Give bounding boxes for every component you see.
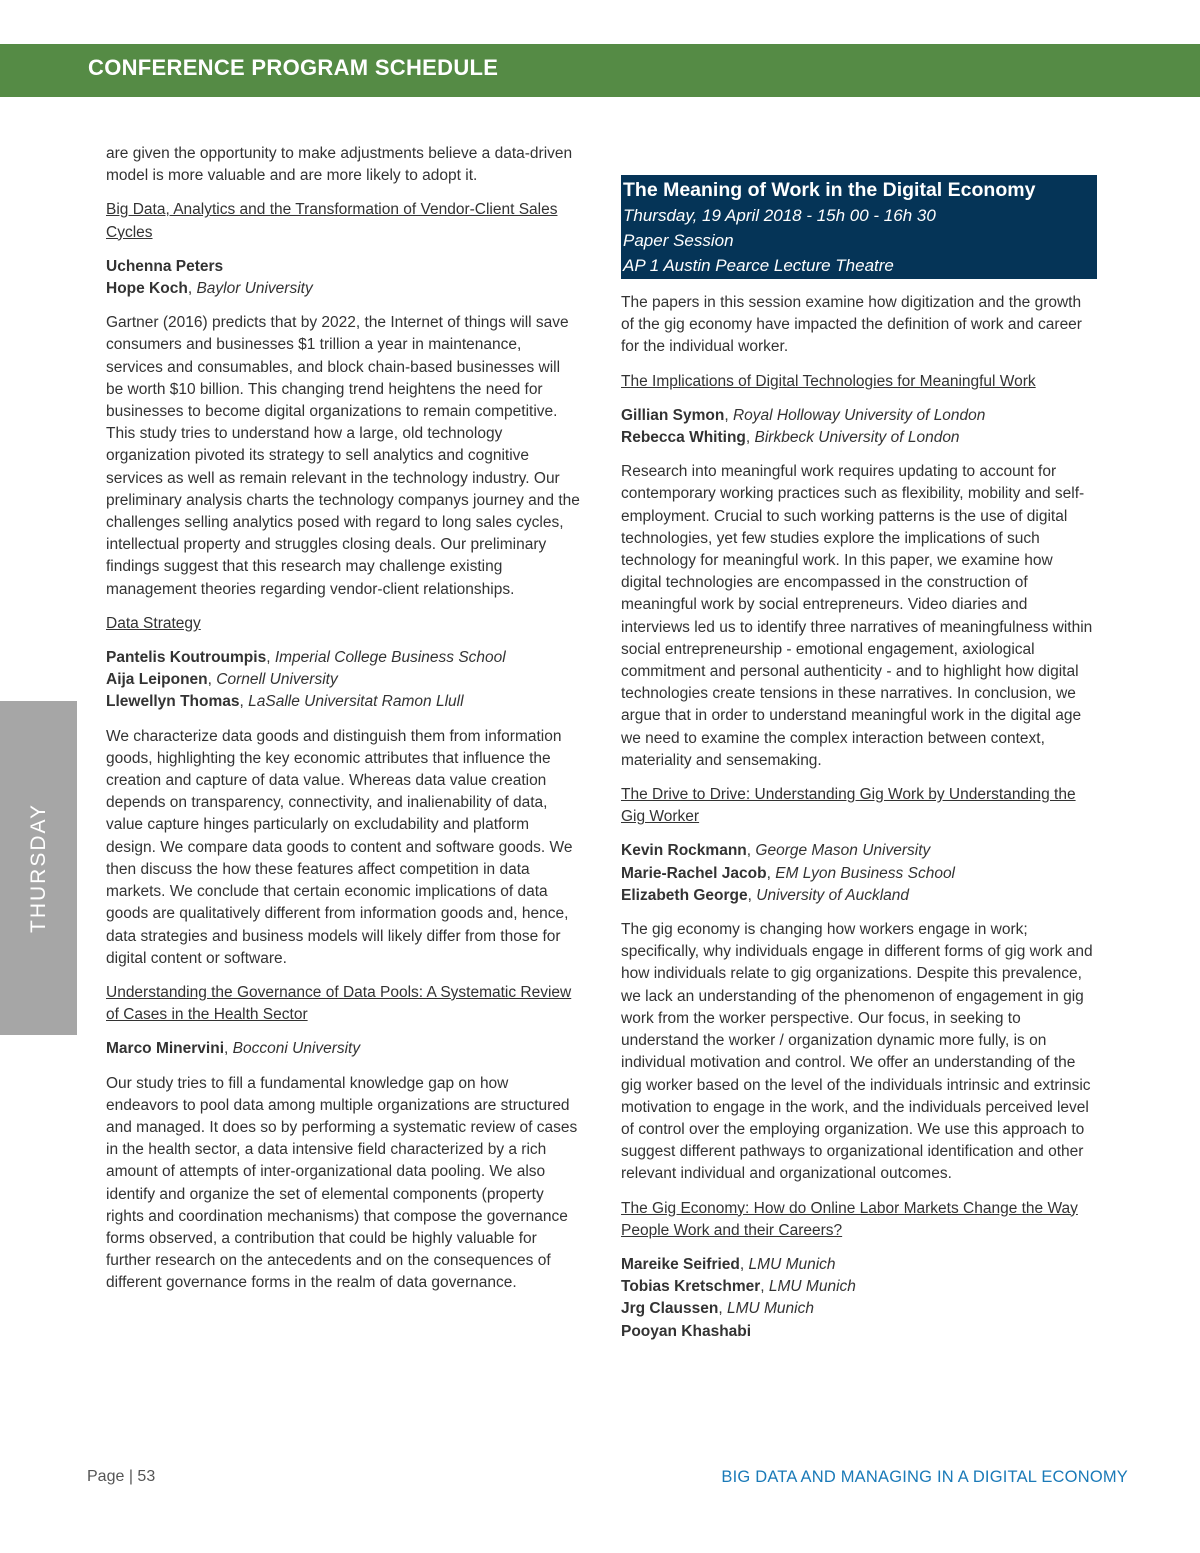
paper-abstract: Gartner (2016) predicts that by 2022, the Internet of things will save consumers and businesses $1 trillion a year in maintenance, services and consumables, and block chain-based businesses will be worth $10 billion. This changing trend heightens the need for businesses to become digital organizations to remain competitive. This study tries to understand how a large, old technology organization pivoted its strategy to sell analytics and cognitive services as well as remain relevant in the technology industry. Our preliminary analysis charts the technology companys journey and the challenges selling analytics posed with regard to long sales cycles, intellectual property and struggles closing deals. Our preliminary findings suggest that this research may challenge existing management theories regarding vendor-client relationships.: [106, 314, 580, 598]
session-datetime: Thursday, 19 April 2018 - 15h 00 - 16h 30: [623, 206, 936, 225]
session-header-box: [621, 175, 1097, 279]
author-affiliation: Baylor University: [196, 280, 313, 298]
author-affiliation: Imperial College Business School: [274, 649, 506, 667]
author-affiliation: Royal Holloway University of London: [732, 406, 986, 424]
author-name: Uchenna Peters: [106, 257, 224, 275]
author: Kevin Rockmann, George Mason University: [621, 842, 931, 860]
author-name: Jrg Claussen: [621, 1300, 719, 1318]
author-affiliation: LMU Munich: [768, 1278, 856, 1296]
author: Jrg Claussen, LMU Munich: [621, 1300, 814, 1318]
author: Gillian Symon, Royal Holloway University of London: [621, 406, 986, 424]
author-affiliation: George Mason University: [755, 842, 931, 860]
paper-abstract: The gig economy is changing how workers engage in work; specifically, why individuals engage in different forms of gig work and how individuals relate to gig organizations. Despite this prevalence, we lack an understanding of the phenomenon of engagement in gig work from the worker perspective. Our focus, in seeking to understand the worker / organization dynamic more fully, is on individual motivation and control. We offer an understanding of the gig worker based on the level of the individuals intrinsic and extrinsic motivation to engage in the work, and the individuals perceived level of control over the employing organization. We use this approach to suggest different pathways to organizational identification and other relevant individual and organizational outcomes.: [621, 921, 1093, 1183]
author-list: [106, 647, 580, 714]
author: Tobias Kretschmer, LMU Munich: [621, 1278, 856, 1296]
author-name: Aija Leiponen: [106, 671, 208, 689]
paper-title-link[interactable]: Big Data, Analytics and the Transformation of Vendor-Client Sales Cycles: [106, 201, 558, 241]
author-name: Rebecca Whiting: [621, 429, 746, 447]
session-description: The papers in this session examine how digitization and the growth of the gig economy have impacted the definition of work and career for the individual worker.: [621, 294, 1082, 356]
paper-title-link[interactable]: Data Strategy: [106, 614, 201, 632]
author-name: Llewellyn Thomas: [106, 693, 240, 711]
author-affiliation: LMU Munich: [748, 1255, 836, 1273]
author-list: [621, 1254, 1097, 1343]
author: [106, 256, 580, 278]
author-list: [621, 405, 1097, 449]
author-name: Pooyan Khashabi: [621, 1322, 752, 1340]
author: Llewellyn Thomas, LaSalle Universitat Ramon Llull: [106, 693, 464, 711]
author-list: [106, 256, 580, 300]
paper-title-link[interactable]: The Implications of Digital Technologies for Meaningful Work: [621, 372, 1036, 390]
author: Hope Koch, Baylor University: [106, 280, 313, 298]
author-affiliation: Cornell University: [216, 671, 338, 689]
session-type: Paper Session: [623, 231, 734, 250]
paper-abstract: Our study tries to fill a fundamental knowledge gap on how endeavors to pool data among multiple organizations are structured and managed. It does so by performing a systematic review of cases in the health sector, a data intensive field characterized by a rich amount of attempts of inter-organizational data pooling. We also identify and organize the set of elemental components (property rights and coordination mechanisms) that compose the governance forms observed, a contribution that could be highly valuable for further research on the antecedents and on the consequences of different governance forms in the realm of data governance.: [106, 1074, 578, 1292]
paper-title-link[interactable]: The Gig Economy: How do Online Labor Markets Change the Way People Work and their Careers?: [621, 1199, 1078, 1239]
right-column: [621, 175, 1097, 1355]
author-affiliation: LaSalle Universitat Ramon Llull: [248, 693, 464, 711]
author-name: Elizabeth George: [621, 886, 748, 904]
author-affiliation: University of Auckland: [756, 886, 910, 904]
intro-text: are given the opportunity to make adjustments believe a data-driven model is more valuable and are more likely to adopt it.: [106, 145, 573, 185]
paper-abstract: We characterize data goods and distinguish them from information goods, highlighting the key economic attributes that influence the creation and capture of data value. Whereas data value creation depends on transparency, connectivity, and inalienability of data, value capture hinges particularly on excludability and platform design. We compare data goods to content and software goods. We then discuss the how these features affect competition in data markets. We conclude that certain economic implications of data goods are qualitatively different from information goods and, hence, data strategies and business models will likely differ from those for digital content or software.: [106, 727, 573, 967]
side-tab: [0, 701, 77, 1035]
session-location: AP 1 Austin Pearce Lecture Theatre: [623, 256, 894, 275]
footer-track-title: BIG DATA AND MANAGING IN A DIGITAL ECONOMY: [721, 1468, 1128, 1486]
paper-title-link[interactable]: The Drive to Drive: Understanding Gig Work by Understanding the Gig Worker: [621, 786, 1076, 826]
side-tab-label: THURSDAY: [26, 803, 50, 933]
author: Marie-Rachel Jacob, EM Lyon Business School: [621, 864, 956, 882]
author-list: [106, 1038, 580, 1060]
paper-abstract: Research into meaningful work requires updating to account for contemporary working practices such as flexibility, mobility and self-employment. Crucial to such working patterns is the use of digital technologies, yet few studies explore the implications of such technology for meaningful work. In this paper, we examine how digital technologies are encompassed in the construction of meaningful work by social entrepreneurs. Video diaries and interviews led us to identify three narratives of meaningfulness within social entrepreneurship - emotional engagement, axiological commitment and personal authenticity - and to highlight how digital technologies create tensions in these narratives. In conclusion, we argue that in order to understand meaningful work in the digital age we need to examine the complex interaction between context, materiality and sensemaking.: [621, 463, 1093, 769]
author-name: Kevin Rockmann: [621, 842, 747, 860]
author-name: Mareike Seifried: [621, 1255, 740, 1273]
page-title: CONFERENCE PROGRAM SCHEDULE: [88, 55, 499, 80]
author-name: Gillian Symon: [621, 406, 725, 424]
session-title: The Meaning of Work in the Digital Economy: [623, 179, 1036, 201]
author: Pantelis Koutroumpis, Imperial College Business School: [106, 649, 506, 667]
author: Marco Minervini, Bocconi University: [106, 1040, 361, 1058]
author: [621, 1321, 1097, 1343]
author-affiliation: Birkbeck University of London: [754, 429, 960, 447]
paper-title-link[interactable]: Understanding the Governance of Data Pools: A Systematic Review of Cases in the Health Sector: [106, 983, 572, 1024]
author: Elizabeth George, University of Auckland: [621, 886, 910, 904]
author-affiliation: Bocconi University: [232, 1040, 361, 1058]
author-name: Pantelis Koutroumpis: [106, 649, 267, 667]
author-name: Hope Koch: [106, 280, 188, 298]
author-name: Marie-Rachel Jacob: [621, 864, 767, 882]
author: Mareike Seifried, LMU Munich: [621, 1255, 836, 1273]
page-number: Page | 53: [87, 1468, 156, 1485]
author-affiliation: LMU Munich: [726, 1300, 814, 1318]
author-name: Marco Minervini: [106, 1040, 224, 1058]
author: Rebecca Whiting, Birkbeck University of London: [621, 429, 960, 447]
author-list: [621, 840, 1097, 907]
author-name: Tobias Kretschmer: [621, 1278, 761, 1296]
author: Aija Leiponen, Cornell University: [106, 671, 338, 689]
author-affiliation: EM Lyon Business School: [775, 864, 956, 882]
left-column: [106, 143, 580, 1307]
